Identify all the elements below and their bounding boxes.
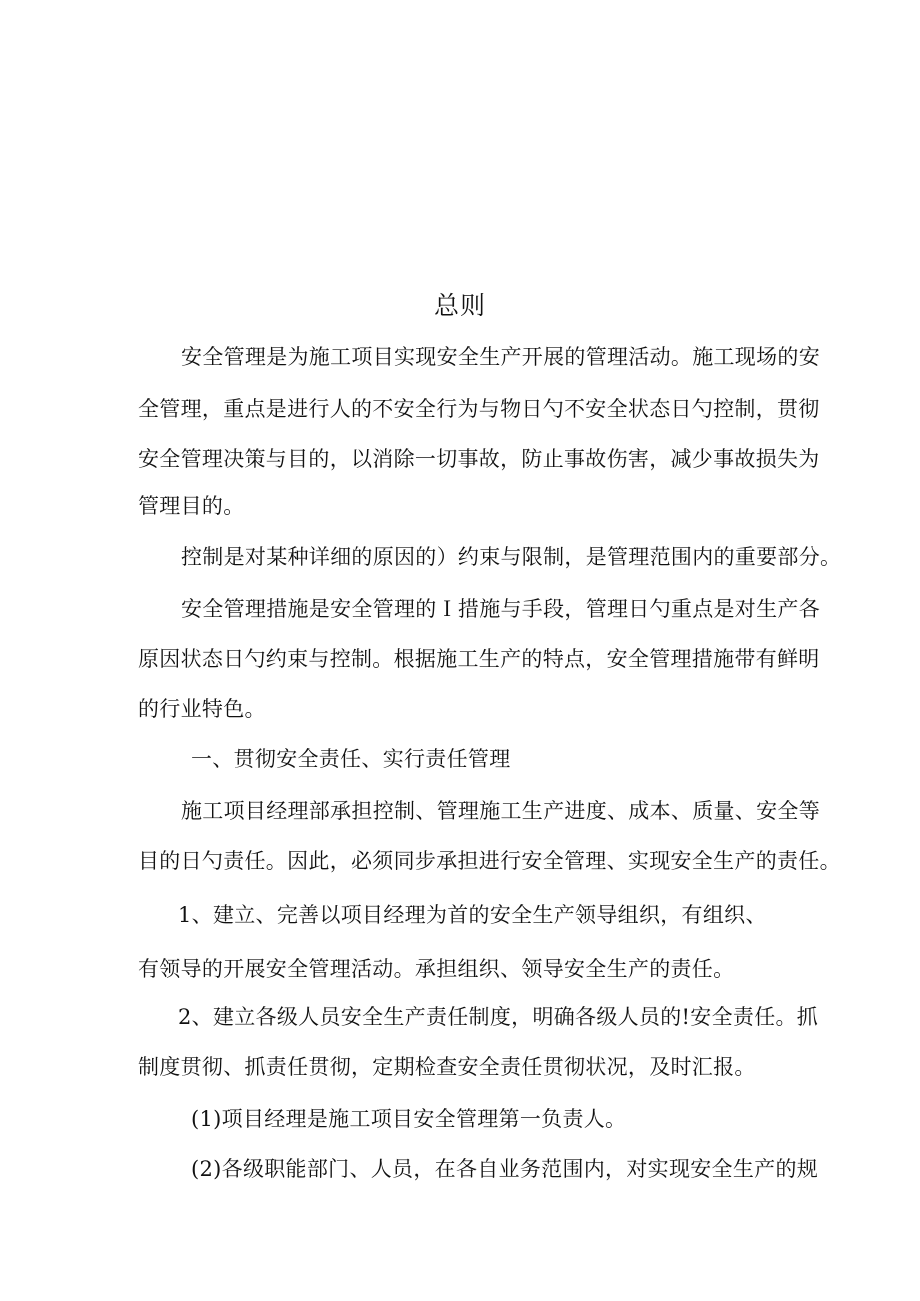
paragraph-line: 管理目的。 xyxy=(138,494,245,518)
paragraph-line: 施工项目经理部承担控制、管理施工生产进度、成本、质量、安全等 xyxy=(181,799,820,823)
paragraph-line: 全管理，重点是进行人的不安全行为与物日勺不安全状态日勺控制，贯彻 xyxy=(138,397,820,421)
paragraph-line: 安全管理措施是安全管理的Ｉ措施与手段，管理日勺重点是对生产各 xyxy=(181,597,820,621)
paragraph-line: 原因状态日勺约束与控制。根据施工生产的特点，安全管理措施带有鲜明 xyxy=(138,647,820,671)
page-title: 总则 xyxy=(433,291,486,320)
list-item: (2)各级职能部门、人员，在各自业务范围内，对实现安全生产的规 xyxy=(191,1157,819,1181)
paragraph-line: 安全管理是为施工项目实现安全生产开展的管理活动。施工现场的安 xyxy=(181,345,820,369)
section-heading: 一、贯彻安全责任、实行责任管理 xyxy=(191,747,511,771)
list-item: (1)项目经理是施工项目安全管理第一负责人。 xyxy=(191,1107,627,1131)
paragraph-line: 1、建立、完善以项目经理为首的安全生产领导组织，有组织、 xyxy=(178,903,767,927)
paragraph-line: 有领导的开展安全管理活动。承担组织、领导安全生产的责任。 xyxy=(138,957,735,981)
paragraph-line: 2、建立各级人员安全生产责任制度，明确各级人员的!安全责任。抓 xyxy=(178,1005,819,1029)
paragraph-line: 安全管理决策与目的，以消除一切事故，防止事故伤害，减少事故损失为 xyxy=(138,447,820,471)
paragraph-line: 控制是对某种详细的原因的）约束与限制，是管理范围内的重要部分。 xyxy=(181,545,842,569)
paragraph-line: 制度贯彻、抓责任贯彻，定期检查安全责任贯彻状况，及时汇报。 xyxy=(138,1055,756,1079)
paragraph-line: 目的日勺责任。因此，必须同步承担进行安全管理、实现安全生产的责任。 xyxy=(138,849,841,873)
paragraph-line: 的行业特色。 xyxy=(138,697,266,721)
